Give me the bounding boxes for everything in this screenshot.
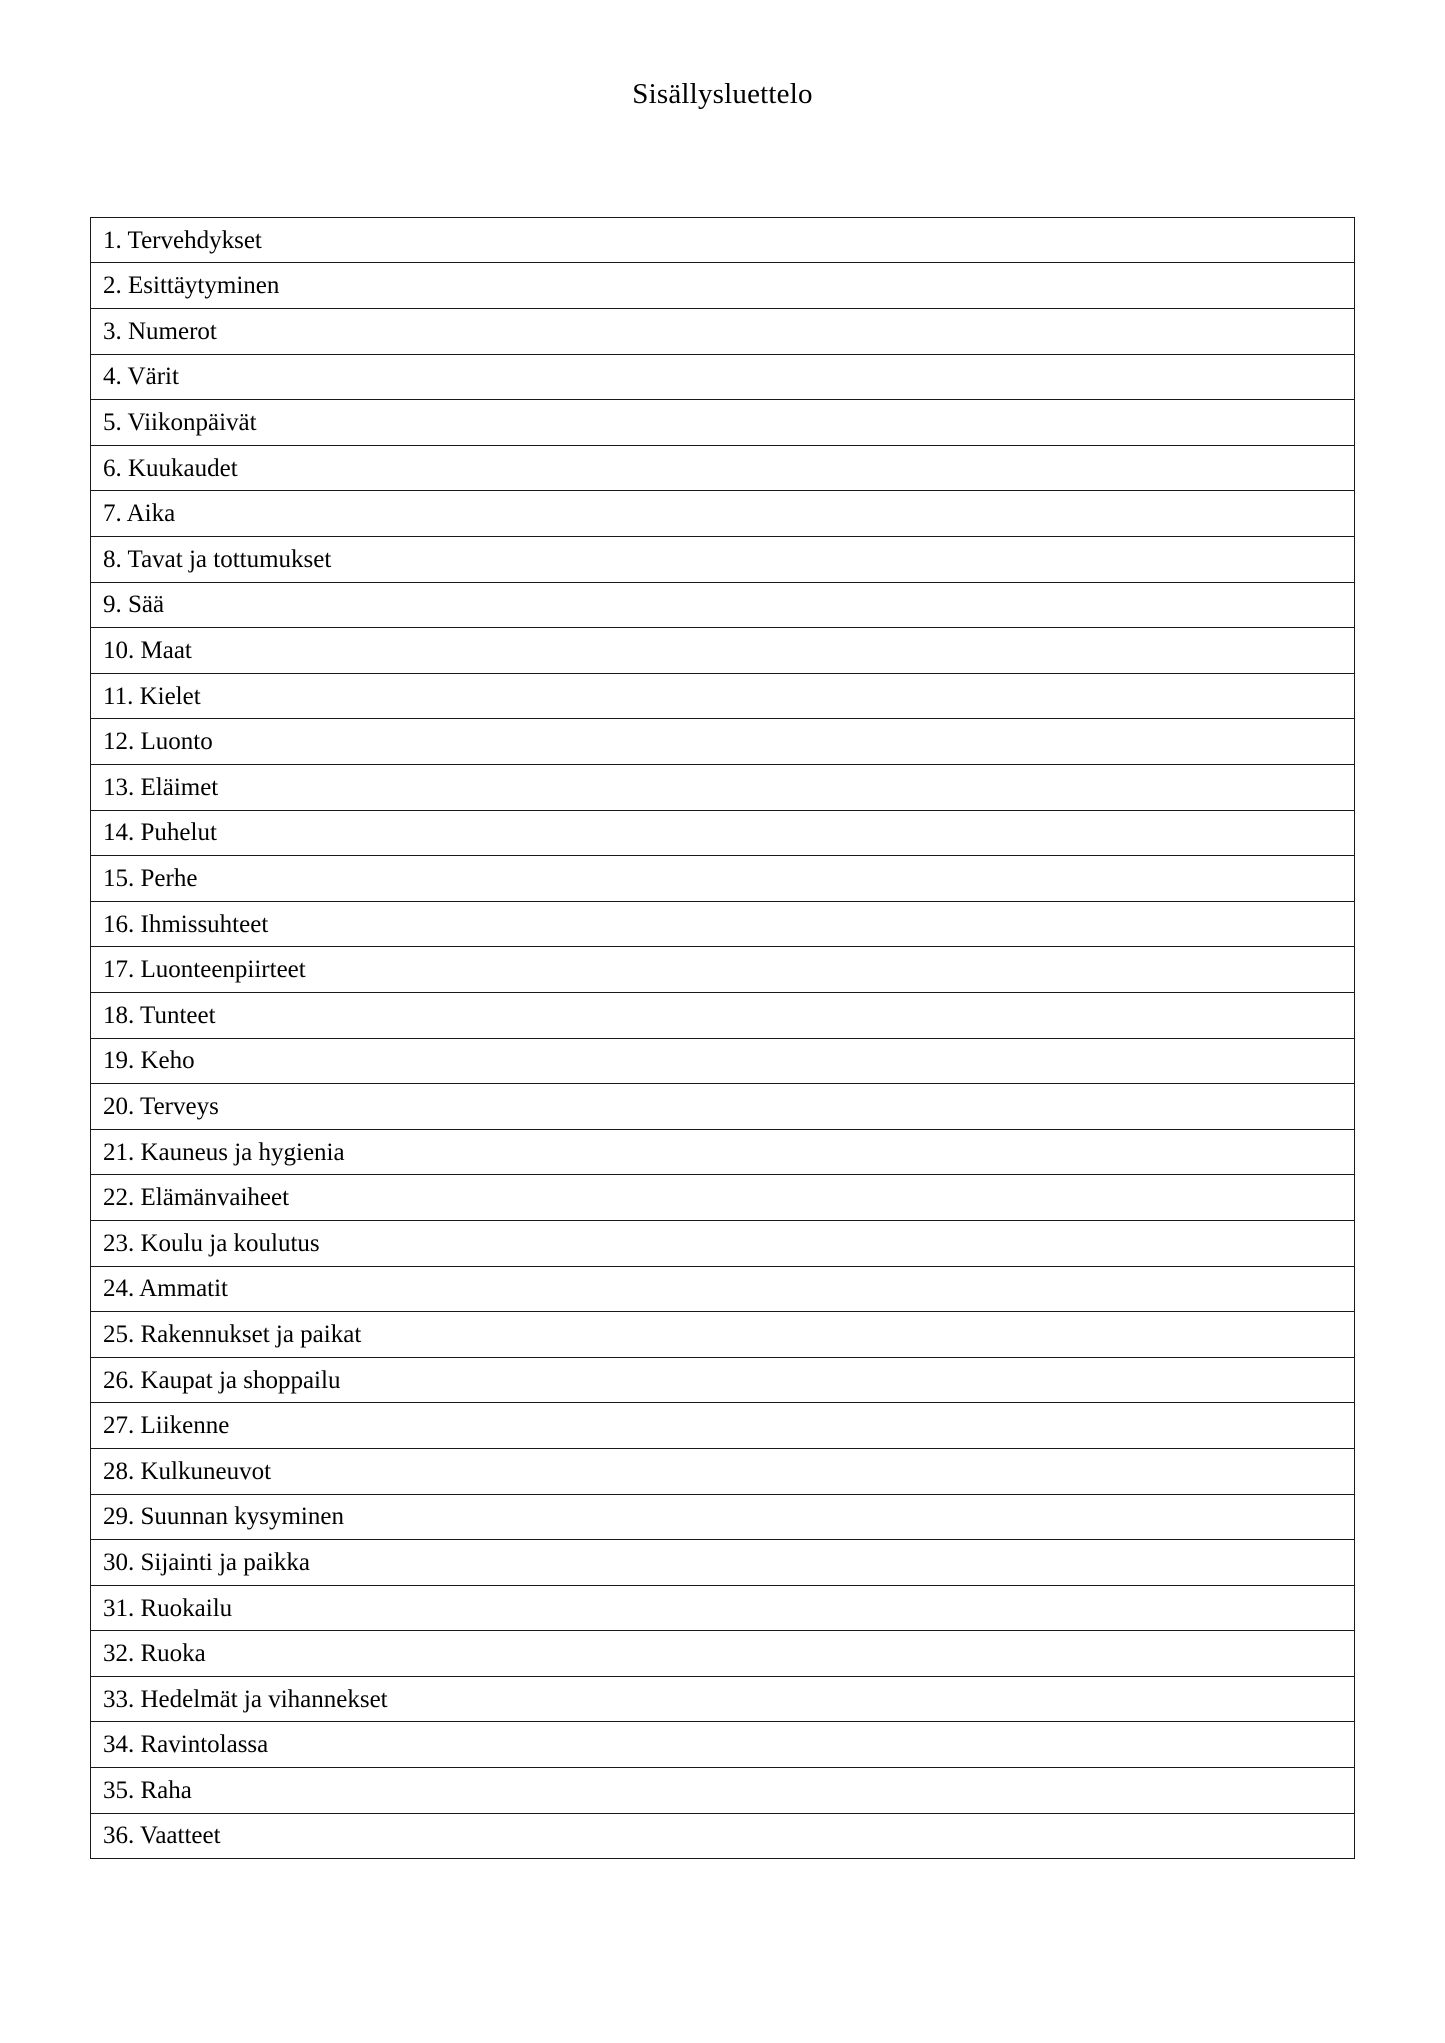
table-row [91,1312,1355,1358]
table-row [91,1357,1355,1403]
table-row [91,263,1355,309]
table-row [91,582,1355,628]
table-row [91,1494,1355,1540]
table-row [91,537,1355,583]
table-row [91,765,1355,811]
toc-entry: 28. Kulkuneuvot [91,1448,1355,1494]
toc-entry: 17. Luonteenpiirteet [91,947,1355,993]
toc-entry: 1. Tervehdykset [91,217,1355,263]
toc-entry: 35. Raha [91,1768,1355,1814]
toc-entry: 10. Maat [91,628,1355,674]
toc-entry: 9. Sää [91,582,1355,628]
toc-entry: 15. Perhe [91,856,1355,902]
toc-entry: 5. Viikonpäivät [91,400,1355,446]
toc-entry: 12. Luonto [91,719,1355,765]
table-row [91,1768,1355,1814]
table-row [91,1266,1355,1312]
table-row [91,217,1355,263]
table-row [91,992,1355,1038]
toc-table [90,217,1355,1859]
table-row [91,1129,1355,1175]
table-row [91,1540,1355,1586]
table-row [91,1676,1355,1722]
toc-entry: 22. Elämänvaiheet [91,1175,1355,1221]
table-row [91,1084,1355,1130]
table-row [91,901,1355,947]
table-row [91,1220,1355,1266]
toc-table-body [91,217,1355,1858]
toc-entry: 6. Kuukaudet [91,445,1355,491]
page-title: Sisällysluettelo [632,78,813,110]
table-row [91,810,1355,856]
toc-entry: 24. Ammatit [91,1266,1355,1312]
toc-entry: 34. Ravintolassa [91,1722,1355,1768]
toc-entry: 14. Puhelut [91,810,1355,856]
toc-entry: 13. Eläimet [91,765,1355,811]
toc-entry: 30. Sijainti ja paikka [91,1540,1355,1586]
table-row [91,1722,1355,1768]
toc-entry: 4. Värit [91,354,1355,400]
table-row [91,673,1355,719]
toc-entry: 11. Kielet [91,673,1355,719]
toc-entry: 33. Hedelmät ja vihannekset [91,1676,1355,1722]
toc-entry: 25. Rakennukset ja paikat [91,1312,1355,1358]
table-row [91,1631,1355,1677]
toc-entry: 31. Ruokailu [91,1585,1355,1631]
toc-entry: 18. Tunteet [91,992,1355,1038]
table-row [91,719,1355,765]
toc-entry: 19. Keho [91,1038,1355,1084]
toc-entry: 32. Ruoka [91,1631,1355,1677]
toc-entry: 7. Aika [91,491,1355,537]
toc-entry: 3. Numerot [91,309,1355,355]
table-row [91,309,1355,355]
toc-entry: 16. Ihmissuhteet [91,901,1355,947]
table-row [91,856,1355,902]
table-row [91,947,1355,993]
table-row [91,628,1355,674]
table-row [91,491,1355,537]
table-row [91,1175,1355,1221]
table-of-contents [90,217,1355,1859]
table-row [91,445,1355,491]
toc-entry: 26. Kaupat ja shoppailu [91,1357,1355,1403]
table-row [91,400,1355,446]
table-row [91,1813,1355,1859]
table-row [91,1038,1355,1084]
table-row [91,1585,1355,1631]
toc-entry: 2. Esittäytyminen [91,263,1355,309]
toc-entry: 27. Liikenne [91,1403,1355,1449]
toc-entry: 23. Koulu ja koulutus [91,1220,1355,1266]
toc-entry: 29. Suunnan kysyminen [91,1494,1355,1540]
toc-entry: 36. Vaatteet [91,1813,1355,1859]
toc-entry: 8. Tavat ja tottumukset [91,537,1355,583]
toc-entry: 21. Kauneus ja hygienia [91,1129,1355,1175]
table-row [91,354,1355,400]
table-row [91,1403,1355,1449]
table-row [91,1448,1355,1494]
toc-entry: 20. Terveys [91,1084,1355,1130]
